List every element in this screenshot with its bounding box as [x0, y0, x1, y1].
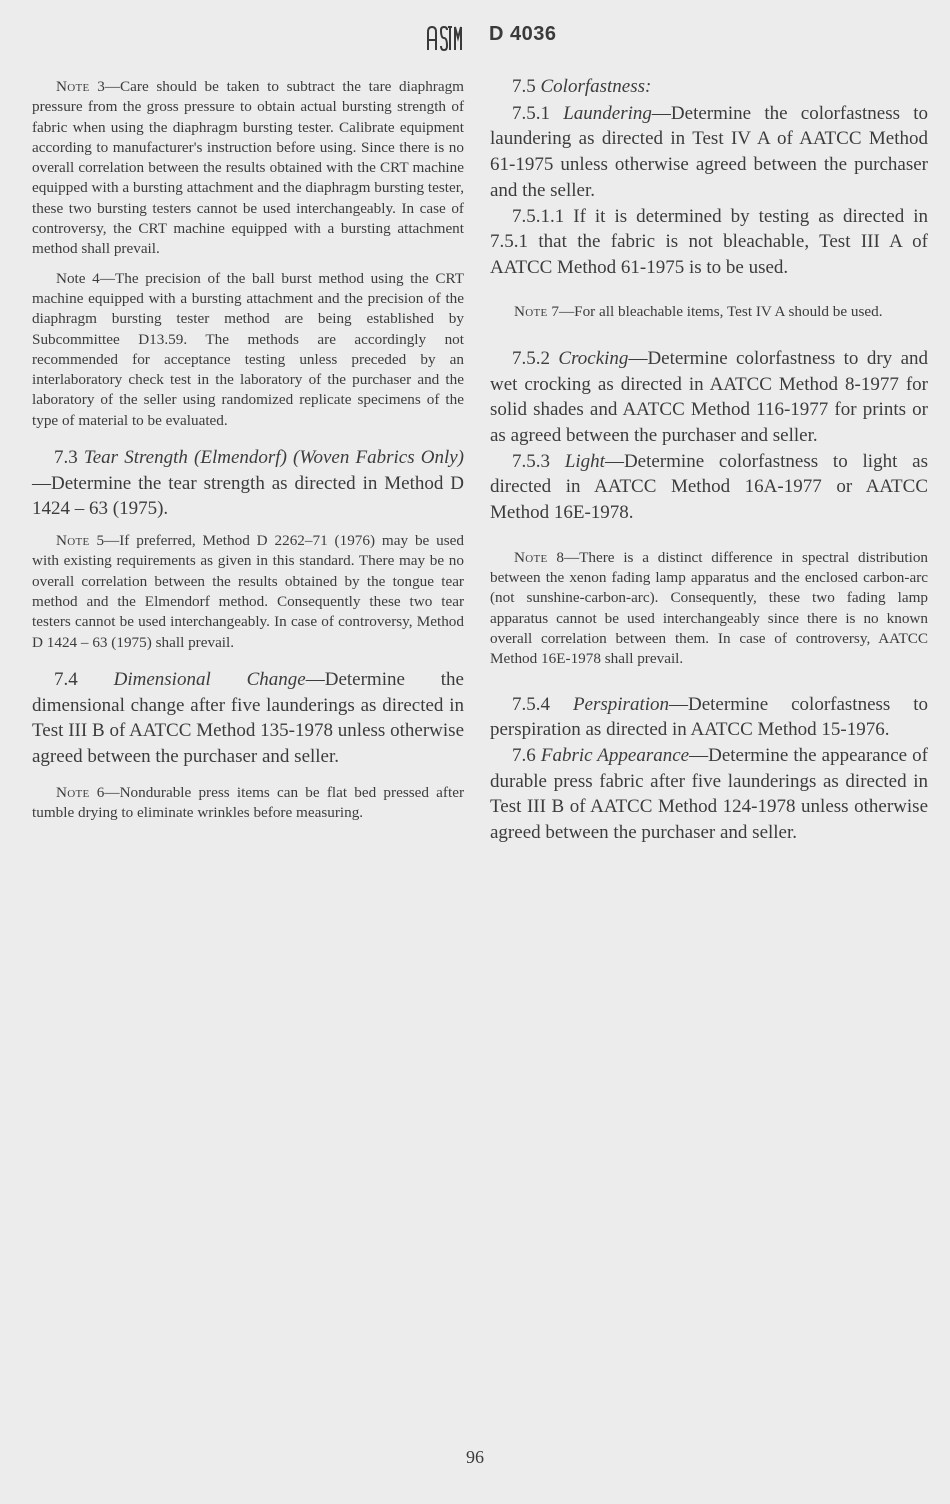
section-number: 7.5: [512, 76, 536, 97]
section-text: If it is determined by testing as directed in 7.5.1 that the fabric is not bleachable, Test III A of AATCC Method 61-1975 is to be used.: [490, 205, 928, 278]
section-text: Determine the dimensional change after five launderings as directed in Test III B of AATCC Method 135-1978 unless otherwise agreed between the purchaser and seller.: [32, 668, 464, 768]
section-text: Determine the appearance of durable press fabric after five launderings as directed in Test III B of AATCC Method 124-1978 unless otherwise agreed between the purchaser and seller.: [490, 745, 929, 844]
section-number: 7.4: [54, 668, 78, 690]
section-7-5-2: 7.5.2 Crocking—Determine colorfastness to dry and wet crocking as directed in AATCC Method 8-1977 for solid shades and AATCC Method 116-1977 for prints or as agreed between the purchaser and seller.: [490, 347, 929, 447]
note-5: Note 5—If preferred, Method D 2262–71 (1976) may be used with existing requirements as given in this standard. There may be no overall correlation between the results obtained by the tongue tear method and the Elmendorf method. Consequently these two tear testers cannot be used interchangeably. In case of controversy, Method D 1424 – 63 (1975) shall prevail.: [32, 532, 465, 651]
note-7: Note 7—For all bleachable items, Test IV A should be used.: [514, 302, 883, 320]
section-title: Laundering: [563, 102, 652, 124]
note-6: Note 6—Nondurable press items can be flat bed pressed after tumble drying to eliminate wrinkles before measuring.: [32, 783, 464, 822]
note-text: For all bleachable items, Test IV A should be used.: [574, 302, 883, 320]
note-text: If preferred, Method D 2262–71 (1976) may be used with existing requirements as given in this standard. There may be no overall correlation between the results obtained by the tongue tear method and the Elmendorf method. Consequently these two tear testers cannot be used interchangeably. In case of controversy, Method D 1424 – 63 (1975) shall prevail.: [32, 532, 465, 651]
section-7-5-1: 7.5.1 Laundering—Determine the colorfastness to laundering as directed in Test IV A of AATCC Method 61-1975 unless otherwise agreed between the purchaser and the seller.: [490, 102, 928, 201]
note-3: Note 3—Care should be taken to subtract the tare diaphragm pressure from the gross pressure to obtain actual bursting strength of fabric when using the diaphragm bursting tester. Calibrate equipment according to manufacturer's instruction before using. Since there is no overall correlation between the results obtained with the CRT machine equipped with a bursting attachment and the diaphragm bursting tester, these two bursting testers cannot be used interchangeably. In case of controversy, the CRT machine equipped with a bursting attachment method shall prevail.: [32, 78, 464, 258]
section-number: 7.6: [512, 745, 536, 767]
page-header: [0, 22, 950, 52]
note-4: Note 4—The precision of the ball burst method using the CRT machine equipped with a bursting attachment and the precision of the diaphragm bursting tester method are being established by Subcommittee D13.59. The methods are accordingly not recommended for acceptance testing unless preceded by an interlaboratory check test in the laboratory of the purchaser and the laboratory of the seller using randomized replicate specimens of the type of material to be evaluated.: [32, 269, 464, 429]
right-column: [490, 74, 928, 846]
section-text: Determine colorfastness to light as directed in AATCC Method 16A-1977 or AATCC Method 16E-1978.: [490, 450, 928, 524]
section-number: 7.5.1: [512, 102, 550, 124]
section-7-3: 7.3 Tear Strength (Elmendorf) (Woven Fabrics Only)—Determine the tear strength as directed in Method D 1424 – 63 (1975).: [32, 447, 464, 520]
section-7-5: [490, 74, 928, 100]
note-number: 5: [96, 532, 105, 550]
astm-logo-icon: [424, 24, 464, 52]
note-number: 8: [556, 548, 564, 566]
note-label: Note: [56, 532, 90, 550]
section-title: Crocking: [558, 347, 629, 369]
note-number: 3: [97, 78, 105, 95]
page-number: 96: [466, 1447, 484, 1467]
note-text: There is a distinct difference in spectral distribution between the xenon fading lamp apparatus and the enclosed carbon-arc (not sunshine-carbon-arc). Consequently, these two fading lamp apparatus cannot be used interchangeably since there is no known overall correlation between them. In case of controversy, AATCC Method 16E-1978 shall prevail.: [490, 548, 929, 668]
note-label: Note: [514, 548, 548, 566]
section-7-5-3: 7.5.3 Light—Determine colorfastness to light as directed in AATCC Method 16A-1977 or AATCC Method 16E-1978.: [490, 450, 928, 524]
section-number: 7.5.3: [512, 450, 550, 472]
note-label: Note: [514, 302, 548, 320]
section-text: Determine the colorfastness to laundering as directed in Test IV A of AATCC Method 61-1975 unless otherwise agreed between the purchaser and the seller.: [490, 102, 928, 201]
section-7-6: 7.6 Fabric Appearance—Determine the appearance of durable press fabric after five launderings as directed in Test III B of AATCC Method 124-1978 unless otherwise agreed between the purchaser and seller.: [490, 745, 929, 844]
section-text: Determine colorfastness to dry and wet crocking as directed in AATCC Method 8-1977 for solid shades and AATCC Method 116-1977 for prints or as agreed between the purchaser and seller.: [490, 347, 929, 447]
section-7-5-1-1: [490, 204, 928, 281]
section-number: 7.5.4: [512, 693, 550, 715]
note-number: 7: [551, 302, 559, 320]
section-number: 7.5.2: [512, 347, 550, 369]
section-title: Fabric Appearance: [540, 745, 690, 767]
note-label: Note: [56, 78, 90, 95]
section-text: Determine the tear strength as directed in Method D 1424 – 63 (1975).: [32, 472, 464, 520]
note-number: 6: [96, 783, 105, 801]
section-title: Light: [564, 450, 605, 472]
note-number: 4: [92, 269, 100, 287]
note-8: Note 8—There is a distinct difference in spectral distribution between the xenon fading lamp apparatus and the enclosed carbon-arc (not sunshine-carbon-arc). Consequently, these two fading lamp apparatus cannot be used interchangeably since there is no known overall correlation between them. In case of controversy, AATCC Method 16E-1978 shall prevail.: [490, 548, 929, 668]
section-text: Determine colorfastness to perspiration as directed in AATCC Method 15-1976.: [490, 693, 929, 741]
document-number: D 4036: [489, 23, 557, 45]
left-column: [32, 74, 464, 823]
section-title: Colorfastness:: [540, 76, 652, 97]
section-title: Dimensional Change: [113, 668, 306, 690]
note-text: Nondurable press items can be flat bed pressed after tumble drying to eliminate wrinkles before measuring.: [32, 783, 464, 822]
section-7-4: 7.4 Dimensional Change—Determine the dimensional change after five launderings as directed in Test III B of AATCC Method 135-1978 unless otherwise agreed between the purchaser and seller.: [32, 668, 464, 768]
note-text: The precision of the ball burst method using the CRT machine equipped with a bursting attachment and the precision of the diaphragm bursting tester method are being established by Subcommittee D13.59. The methods are accordingly not recommended for acceptance testing unless preceded by an interlaboratory check test in the laboratory of the purchaser and the laboratory of the seller using randomized replicate specimens of the type of material to be evaluated.: [32, 269, 464, 429]
section-number: 7.3: [54, 447, 78, 469]
section-number: 7.5.1.1: [512, 205, 565, 227]
note-label: Note: [56, 269, 86, 287]
note-text: Care should be taken to subtract the tare diaphragm pressure from the gross pressure to obtain actual bursting strength of fabric when using the diaphragm bursting tester. Calibrate equipment according to manufacturer's instruction before using. Since there is no overall correlation between the results obtained with the CRT machine equipped with a bursting attachment and the diaphragm bursting tester, these two bursting testers cannot be used interchangeably. In case of controversy, the CRT machine equipped with a bursting attachment method shall prevail.: [32, 78, 464, 258]
note-label: Note: [56, 783, 90, 801]
section-title: Tear Strength (Elmendorf) (Woven Fabrics Only): [83, 447, 464, 469]
section-title: Perspiration: [572, 693, 669, 715]
section-7-5-4: 7.5.4 Perspiration—Determine colorfastness to perspiration as directed in AATCC Method 15-1976.: [490, 693, 929, 741]
